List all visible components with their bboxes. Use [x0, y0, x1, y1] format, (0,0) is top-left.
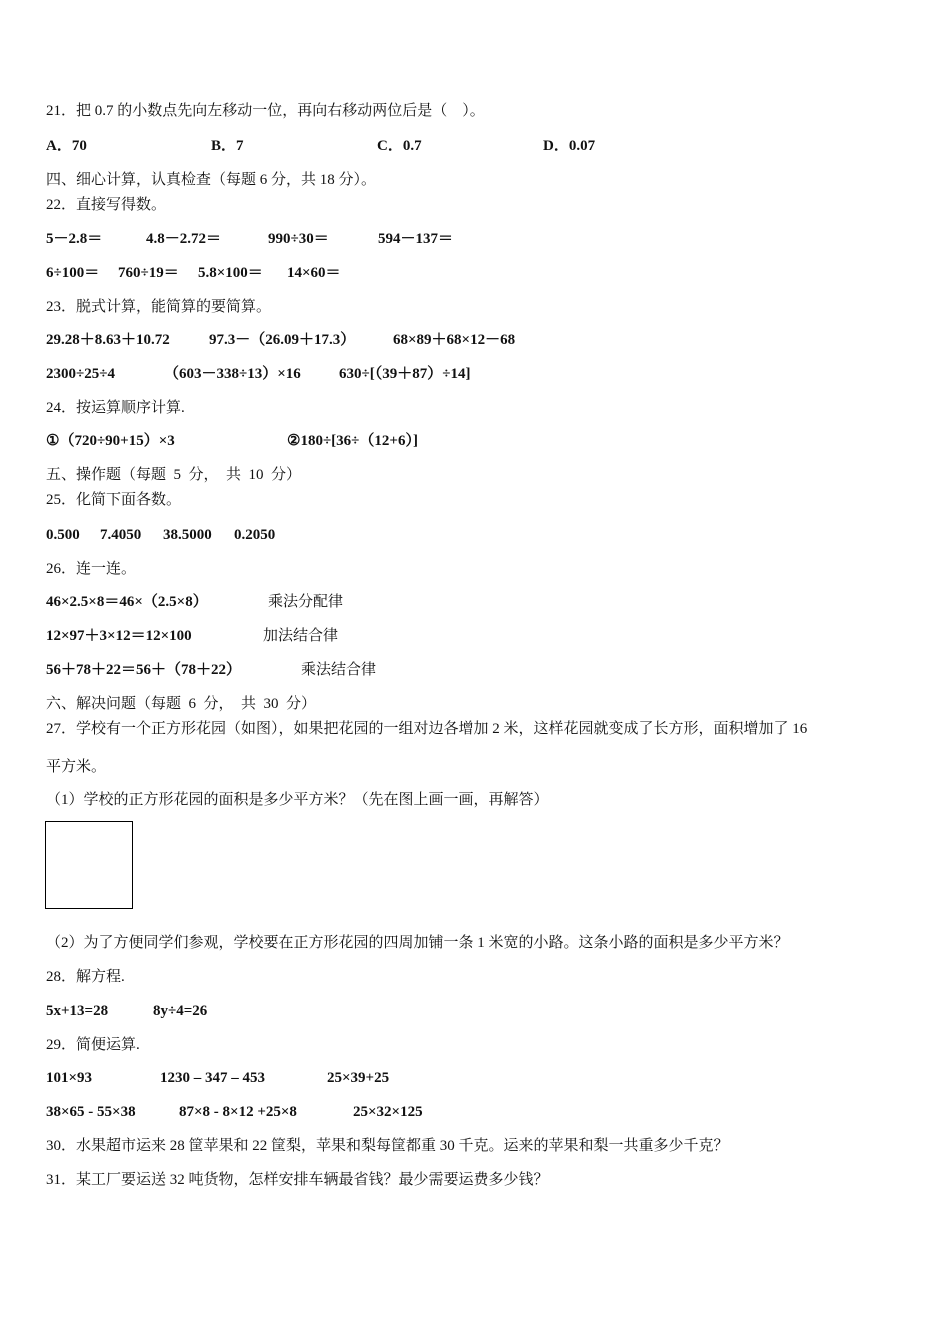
q22-r1-3: 990÷30＝	[268, 231, 329, 247]
q23-r1-3: 68×89＋68×12－68	[393, 332, 516, 348]
q22-r1-2: 4.8－2.72＝	[146, 231, 222, 247]
q26-expr-3: 56＋78＋22＝56＋（78＋22）	[46, 662, 242, 678]
q29-r1-3: 25×39+25	[327, 1070, 390, 1086]
q22-r2-3: 5.8×100＝	[198, 265, 263, 281]
q24-text: 24．按运算顺序计算.	[46, 400, 185, 416]
q22-r2-1: 6÷100＝	[46, 265, 100, 281]
q21-option-a: A．70	[46, 138, 87, 154]
q30-text: 30．水果超市运来 28 筐苹果和 22 筐梨，苹果和梨每筐都重 30 千克。运来的苹果和梨一共重多少千克？	[46, 1138, 729, 1154]
section6-heading: 六、解决问题（每题 6 分， 共 30 分）	[46, 696, 317, 712]
q26-expr-1: 46×2.5×8＝46×（2.5×8）	[46, 594, 208, 610]
q28-eq-1: 5x+13=28	[46, 1003, 109, 1019]
q25-num-1: 0.500	[46, 527, 80, 543]
q21-text: 21．把 0.7 的小数点先向左移动一位，再向右移动两位后是（ ）。	[46, 103, 485, 119]
q23-r2-3: 630÷[（39＋87）÷14]	[339, 366, 471, 382]
section5-heading: 五、操作题（每题 5 分， 共 10 分）	[46, 467, 302, 483]
q29-r1-1: 101×93	[46, 1070, 93, 1086]
q26-text: 26．连一连。	[46, 561, 137, 577]
q26-law-1: 乘法分配律	[268, 594, 344, 610]
q28-eq-2: 8y÷4=26	[153, 1003, 208, 1019]
q27-line-2: 平方米。	[46, 759, 107, 775]
q21-option-c: C．0.7	[377, 138, 422, 154]
q23-r2-2: （603－338÷13）×16	[164, 366, 301, 382]
q22-text: 22．直接写得数。	[46, 197, 167, 213]
q29-r2-3: 25×32×125	[353, 1104, 423, 1120]
q31-text: 31．某工厂要运送 32 吨货物，怎样安排车辆最省钱？最少需要运费多少钱？	[46, 1172, 549, 1188]
q25-num-3: 38.5000	[163, 527, 212, 543]
q29-r1-2: 1230 – 347 – 453	[160, 1070, 265, 1086]
q22-r2-4: 14×60＝	[287, 265, 341, 281]
q26-expr-2: 12×97＋3×12＝12×100	[46, 628, 192, 644]
square-garden-figure	[45, 821, 133, 909]
q26-law-3: 乘法结合律	[301, 662, 377, 678]
q27-part-1: （1）学校的正方形花园的面积是多少平方米？（先在图上画一画，再解答）	[46, 792, 549, 808]
q29-text: 29．简便运算.	[46, 1037, 140, 1053]
q27-part-2: （2）为了方便同学们参观，学校要在正方形花园的四周加铺一条 1 米宽的小路。这条小路的面积是多少平方米？	[46, 935, 789, 951]
q25-num-4: 0.2050	[234, 527, 276, 543]
q23-r2-1: 2300÷25÷4	[46, 366, 115, 382]
q29-r2-1: 38×65 - 55×38	[46, 1104, 136, 1120]
q26-law-2: 加法结合律	[263, 628, 339, 644]
q22-r1-1: 5－2.8＝	[46, 231, 103, 247]
q23-r1-2: 97.3－（26.09＋17.3）	[209, 332, 356, 348]
q22-r1-4: 594－137＝	[378, 231, 454, 247]
q22-r2-2: 760÷19＝	[118, 265, 179, 281]
q23-text: 23．脱式计算，能简算的要简算。	[46, 299, 272, 315]
q24-item-2: ②180÷[36÷（12+6）]	[287, 433, 418, 449]
q21-option-b: B．7	[211, 138, 244, 154]
q24-item-1: ①（720÷90+15）×3	[46, 433, 175, 449]
q25-text: 25．化简下面各数。	[46, 492, 182, 508]
q28-text: 28．解方程.	[46, 969, 125, 985]
q29-r2-2: 87×8 - 8×12 +25×8	[179, 1104, 297, 1120]
q23-r1-1: 29.28＋8.63＋10.72	[46, 332, 170, 348]
q25-num-2: 7.4050	[100, 527, 142, 543]
q27-line-1: 27．学校有一个正方形花园（如图），如果把花园的一组对边各增加 2 米，这样花园就变成了长方形，面积增加了 16	[46, 721, 808, 737]
q21-option-d: D．0.07	[543, 138, 596, 154]
section4-heading: 四、细心计算，认真检查（每题 6 分，共 18 分）。	[46, 172, 377, 188]
